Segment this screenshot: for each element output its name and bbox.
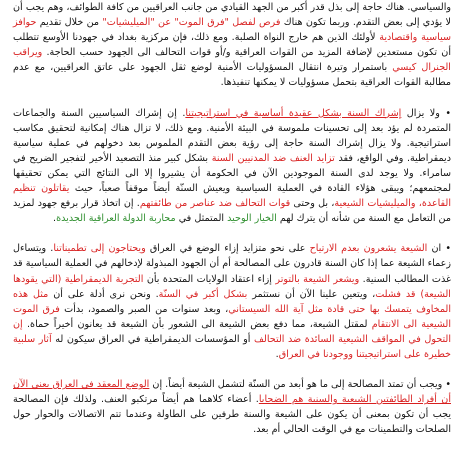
highlighted-text-red: يقاتلون تنظيم القاعدة، والميليشيات الشيعية bbox=[13, 183, 451, 210]
highlighted-text-red: ويراقب الجنرال كيسي bbox=[13, 47, 451, 74]
text-run: . bbox=[275, 348, 279, 360]
text-run: . إن إشراك السياسيين السنة والجماعات المتمردة لم يؤد بعد إلى تحسينات ملموسة في البيئة الأمنية. ومع ذلك، لا تزال هناك إمكانية لتحقيق مكاسب استراتيجية. ولا يزال إشراك السنة حاجة إلى رؤية بعض التقدم الملموس بعد دخولهم في عملية سياسية ديمقراطية. وفي الواقع، فقد bbox=[13, 107, 451, 164]
highlighted-text-red-underlined: إشراك السنة بشكل عقيدة أساسية في استراتيجيتنا bbox=[185, 107, 402, 119]
text-run: • ان bbox=[427, 243, 451, 255]
text-run: ، بل وحتى bbox=[290, 198, 335, 210]
highlighted-text-red: الشيعة يشعرون بعدم الارتياح bbox=[309, 243, 428, 255]
highlighted-text-red: فرص لفصل "فرق الموت" عن "الميليشيات" bbox=[102, 17, 281, 29]
text-run: والسياسي. هناك حاجة إلى بذل قدر أكبر من الجهد القيادي من جانب العراقيين من كافة الطوائف، وهم يجب أن لا يؤدي إلى بعض التقدم. وربما تكون هناك bbox=[13, 2, 451, 29]
text-run: على نحو متزايد إزاء الوضع في العراق bbox=[145, 243, 310, 255]
text-run: بشكل كبير منذ التصعيد الأخير لتفجير الضريح في سامراء. ولا يوجد لدى السنة الموجودين الآن في الحكومة أن يشيروا إلا الى النتائج التي يمكن تحقيقها لمجتمعهم؛ ويبقى هؤلاء القادة في العملية السياسية ويعيش السنّة أيضاً موقفاً صعباً، حيث bbox=[13, 152, 451, 195]
paragraph-gap bbox=[13, 226, 451, 241]
text-run: المتمثل في bbox=[175, 213, 228, 225]
paragraph-reconciliation bbox=[13, 377, 451, 437]
highlighted-text-red: إن التحول في المواقف الشيعية السائدة ضد التحالف bbox=[13, 318, 452, 345]
paragraph-shia-concerns bbox=[13, 241, 451, 362]
highlighted-text-red: ويشعر الشيعة بالتوتر bbox=[275, 273, 360, 285]
text-run: . إن اتخاذ قرار برفع جهود لمزيد من التعامل مع السنة من شأنه أن يترك لهم bbox=[13, 198, 451, 225]
text-run: . bbox=[53, 213, 57, 225]
highlighted-text-red: مثل هذه المخاوف يتمسك بها حتى قادة مثل آية الله السيستاني bbox=[13, 288, 451, 315]
paragraph-gap bbox=[13, 362, 451, 377]
highlighted-text-red: بشكل أكبر في السنّة bbox=[158, 288, 248, 300]
text-run: من خلال تقديم bbox=[36, 17, 103, 29]
paragraph-gap bbox=[13, 91, 451, 106]
text-run: لمقتل الشيعة، مما دفع بعض الشيعة الى الشعور بأن الشيعة قد يعانون أخيراً حماة. bbox=[22, 318, 372, 330]
text-run: ، ويتعين علينا الآن أن نستثمر bbox=[247, 288, 376, 300]
highlighted-text-red: قوات التحالف ضد عناصر من طائفتهم bbox=[139, 198, 291, 210]
highlighted-text-red-underlined: الوضع المعقد في العراق يعني الآن أن أفراد الطائفتين الشيعية والسنية هم الضحايا bbox=[13, 379, 451, 406]
text-run: ، وبعد سنوات من الصبر والصمود، بدأت bbox=[59, 303, 229, 315]
text-run: . ونحن نرى أدلة على أن bbox=[48, 288, 159, 300]
text-run: • ويجب أن تمتد المصالحة إلى ما هو أبعد من السنّة لتشمل الشيعة أيضاً. إن bbox=[149, 379, 451, 391]
highlighted-text-red: ويحتاجون إلى تطميناتنا bbox=[53, 243, 146, 255]
paragraph-sunni-engagement bbox=[13, 106, 451, 227]
highlighted-text-red: تزايد العنف ضد المدنيين السنة bbox=[211, 152, 335, 164]
text-run: لأولئك الذين هم خارج النواة الصلبة. ومع ذلك، فإن مركزية بغداد في جهودنا الأوسع تتطلب أن تكون مستعدين لإضافة المزيد من القوات العراقية و/أو قوات التحالف الى الجهود حسب الحاجة. bbox=[13, 32, 451, 59]
highlighted-text-red: فرق الموت الشيعية الى الانتقام bbox=[13, 303, 452, 330]
text-run: أو المؤسسات الديمقراطية في العراق سيكون له bbox=[51, 333, 254, 345]
highlighted-text-red: آثار سلبية خطيرة على استراتيجيتنا ووجودنا في العراق bbox=[13, 333, 451, 360]
text-run: إزاء اعتقاد الولايات المتحدة بأن bbox=[143, 273, 276, 285]
highlighted-text-red: التجربة الديمقراطية (التي يقودها الشيعة) قد فشلت bbox=[13, 273, 451, 300]
highlighted-text-red: حوافز سياسية واقتصادية bbox=[13, 17, 451, 44]
highlighted-text-green: محاربة الدولة العراقية الجديدة bbox=[56, 213, 176, 225]
text-run: . ويتساءل زعماء الشيعة عما إذا كان السنة قادرون على المصالحة أم أن الجهود المبذولة لإدخالهم في العملية السياسية قد غذت المطالب السنية. bbox=[13, 243, 452, 285]
paragraph-baghdad-effort bbox=[13, 0, 451, 91]
text-run: . أعضاء كلاهما هم أيضاً مرتكبو العنف. ولذلك فإن المصالحة يجب أن تكون بمعنى أن يكون على الشيعة والسنة طرفين على الطاولة وعندما تتم الاتصالات والحوار حول الصلحات والتطمينات مع في الوقت الحالي أم بعد. bbox=[13, 394, 451, 436]
text-run: • ولا يزال bbox=[401, 107, 451, 119]
text-run: باستمرار وتيرة انتقال المسؤوليات الأمنية لوضع ثقل الجهود على عاتق العراقيين، مع عدم مطالبة القوات العراقية بتحمل مسؤوليات لا يمكنها تنفيذها. bbox=[13, 62, 451, 89]
highlighted-text-green: الخيار الوحيد bbox=[227, 213, 277, 225]
